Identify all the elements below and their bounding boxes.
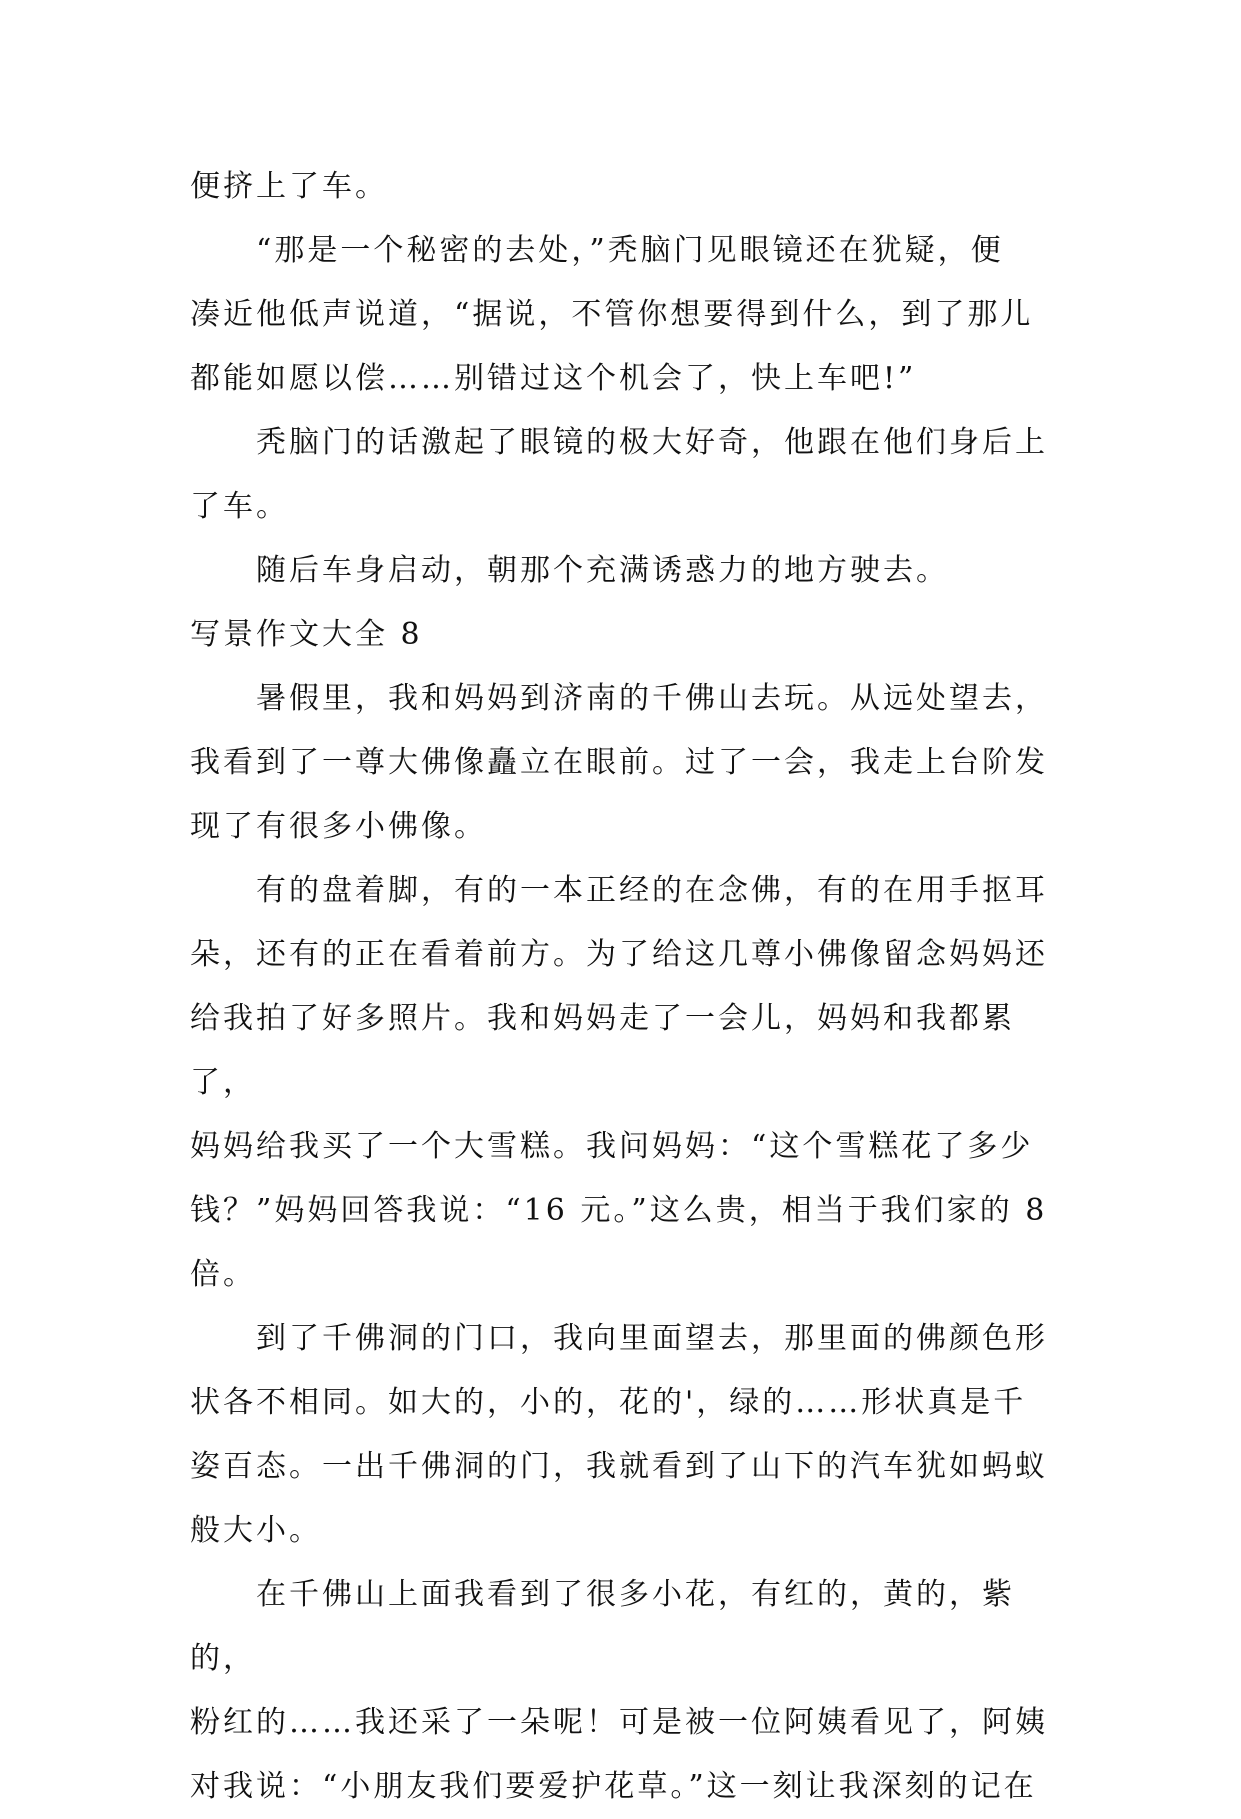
paragraph [190,1563,1050,1819]
paragraph [190,1307,1050,1563]
text-line: 我看到了一尊大佛像矗立在眼前。过了一会，我走上台阶发 [190,745,1048,780]
text-line: 了车。 [190,489,289,524]
text-line: 倍。 [190,1257,256,1292]
paragraph [190,859,1050,1307]
text-line: 对我说：“小朋友我们要爱护花草。”这一刻让我深刻的记在 [190,1769,1037,1804]
text-line: 凑近他低声说道，“据说，不管你想要得到什么，到了那儿 [190,297,1034,332]
text-line: 秃脑门的话激起了眼镜的极大好奇，他跟在他们身后上 [256,425,1048,460]
text-line: 朵，还有的正在看着前方。为了给这几尊小佛像留念妈妈还 [190,937,1048,972]
text-line: 钱？”妈妈回答我说：“16 元。”这么贵，相当于我们家的 8 [190,1193,1048,1228]
text-line: 粉红的……我还采了一朵呢！可是被一位阿姨看见了，阿姨 [190,1705,1048,1740]
text-line: 般大小。 [190,1513,322,1548]
paragraph [190,539,1050,603]
text-line: 姿百态。一出千佛洞的门，我就看到了山下的汽车犹如蚂蚁 [190,1449,1048,1484]
text-line: 暑假里，我和妈妈到济南的千佛山去玩。从远处望去， [256,681,1048,716]
text-line: 给我拍了好多照片。我和妈妈走了一会儿，妈妈和我都累了， [190,1001,1015,1100]
text-line: 便挤上了车。 [190,169,388,204]
text-line: 都能如愿以偿……别错过这个机会了，快上车吧!” [190,361,917,396]
text-line: 在千佛山上面我看到了很多小花，有红的，黄的，紫的， [190,1577,1015,1676]
paragraph [190,155,1050,219]
text-line: 妈妈给我买了一个大雪糕。我问妈妈：“这个雪糕花了多少 [190,1129,1034,1164]
text-line: 有的盘着脚，有的一本正经的在念佛，有的在用手抠耳 [256,873,1048,908]
paragraph [190,219,1050,411]
text-line: 现了有很多小佛像。 [190,809,487,844]
paragraph [190,667,1050,859]
text-line: 状各不相同。如大的，小的，花的'，绿的……形状真是千 [190,1385,1027,1420]
text-line: 到了千佛洞的门口，我向里面望去，那里面的佛颜色形 [256,1321,1048,1356]
text-line: 写景作文大全 8 [190,617,423,652]
paragraph [190,411,1050,539]
section-heading [190,603,1050,667]
document-body [190,155,1050,1819]
text-line: “那是一个秘密的去处，”秃脑门见眼镜还在犹疑，便 [256,233,1004,268]
text-line: 随后车身启动，朝那个充满诱惑力的地方驶去。 [256,553,949,588]
